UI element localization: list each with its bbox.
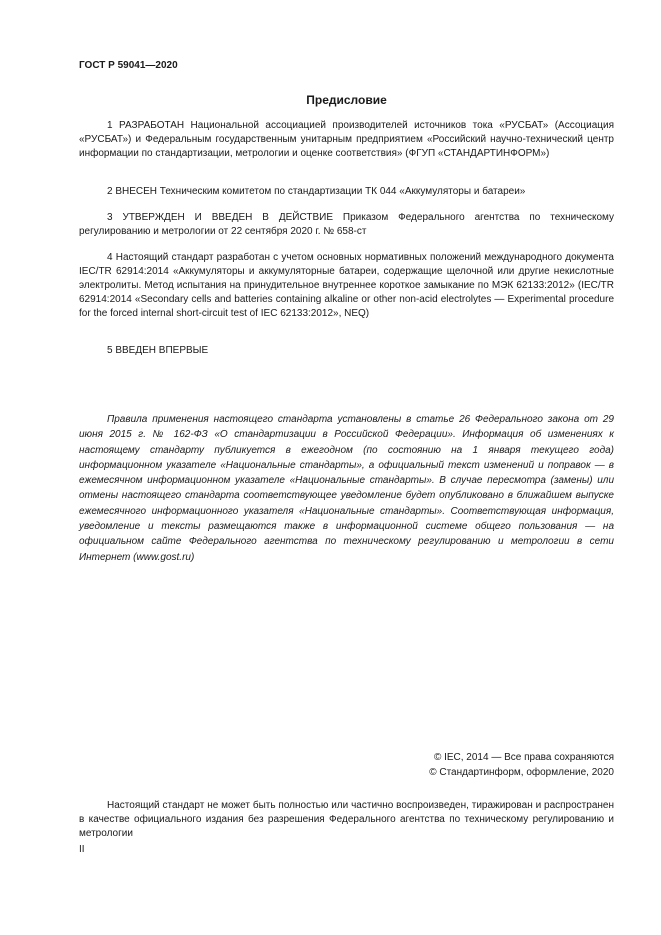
foreword-item-4: 4 Настоящий стандарт разработан с учетом основных нормативных положений международного документа IEC/TR 62914:2014 «Аккумуляторы и аккумуляторные батареи, содержащие щелочной или другие некислотные электролиты. Метод испытания на принудительное внутреннее короткое замыкание по МЭК 62133:2012» (IEC/TR 62914:2014 «Secondary cells and batteries containing alkaline or other non-acid electrolytes — Experimental procedure for the forced internal short-circuit test of IEC 62133:2012», NEQ) <box>79 252 614 319</box>
foreword-item-5: 5 ВВЕДЕН ВПЕРВЫЕ <box>107 345 209 356</box>
application-rules-notice: Правила применения настоящего стандарта установлены в статье 26 Федерального закона от 29 июня 2015 г. № 162-ФЗ «О стандартизации в Российской Федерации». Информация об изменениях к настоящему стандарту публикуется в ежегодном (по состоянию на 1 января текущего года) информационном указателе «Национальные стандарты», а официальный текст изменений и поправок — в ежемесячном информационном указателе «Национальные стандарты». В случае пересмотра (замены) или отмены настоящего стандарта соответствующее уведомление будет опубликовано в ближайшем выпуске ежемесячного информационного указателя «Национальные стандарты». Соответствующая информация, уведомление и тексты размещаются также в информационной системе общего пользования — на официальном сайте Федерального агентства по техническому регулированию и метрологии в сети Интернет (www.gost.ru) <box>79 414 614 563</box>
page-number: II <box>79 844 85 855</box>
foreword-item-3: 3 УТВЕРЖДЕН И ВВЕДЕН В ДЕЙСТВИЕ Приказом Федерального агентства по техническому регулированию и метрологии от 22 сентября 2020 г. № 658-ст <box>79 212 614 237</box>
document-code: ГОСТ Р 59041—2020 <box>79 60 178 71</box>
page-title: Предисловие <box>306 93 387 107</box>
foreword-item-1: 1 РАЗРАБОТАН Национальной ассоциацией производителей источников тока «РУСБАТ» (Ассоциация «РУСБАТ») и Федеральным государственным унитарным предприятием «Российский научно-технический центр информации по стандартизации, метрологии и оценке соответствия» (ФГУП «СТАНДАРТИНФОРМ») <box>79 120 614 159</box>
copyright-standartinform: © Стандартинформ, оформление, 2020 <box>429 767 614 778</box>
reproduction-notice: Настоящий стандарт не может быть полностью или частично воспроизведен, тиражирован и распространен в качестве официального издания без разрешения Федерального агентства по техническому регулированию и метрологии <box>79 800 614 839</box>
copyright-iec: © IEC, 2014 — Все права сохраняются <box>433 752 614 763</box>
foreword-item-2: 2 ВНЕСЕН Техническим комитетом по стандартизации ТК 044 «Аккумуляторы и батареи» <box>107 186 526 197</box>
